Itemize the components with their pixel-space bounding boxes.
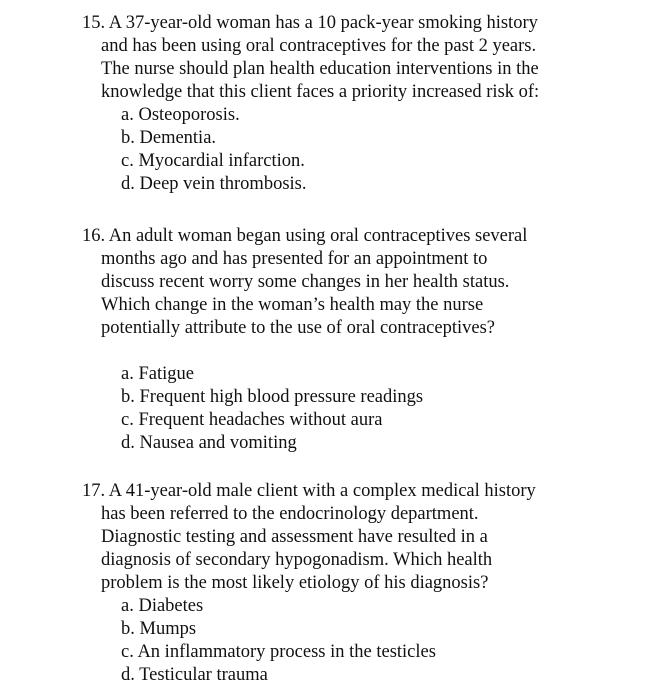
question-16-line-5: potentially attribute to the use of oral contraceptives? [101,318,496,338]
question-15-option-c: c. Myocardial infarction. [121,151,305,171]
question-16-line-1: 16. An adult woman began using oral contraceptives several [82,226,528,246]
question-17-line-4: diagnosis of secondary hypogonadism. Which health [101,550,493,570]
question-16-options [82,363,622,455]
question-17-option-a: a. Diabetes [121,596,204,616]
question-17-line-2: has been referred to the endocrinology department. [101,504,479,524]
question-16-option-a: a. Fatigue [121,364,194,384]
question-17-option-d: d. Testicular trauma [121,665,268,685]
question-17-line-5: problem is the most likely etiology of his diagnosis? [101,573,489,593]
question-15-line-2: and has been using oral contraceptives for the past 2 years. [101,36,537,56]
question-16-line-4: Which change in the woman’s health may the nurse [101,295,484,315]
question-15-line-3: The nurse should plan health education interventions in the [101,59,539,79]
question-15-option-b: b. Dementia. [121,128,217,148]
question-16-option-c: c. Frequent headaches without aura [121,410,383,430]
question-17-option-c: c. An inflammatory process in the testicles [121,642,436,662]
question-17-option-b: b. Mumps [121,619,197,639]
question-17-options [82,595,622,687]
question-16-line-3: discuss recent worry some changes in her health status. [101,272,510,292]
question-15-options [82,104,622,196]
question-17 [82,480,622,687]
question-16-option-d: d. Nausea and vomiting [121,433,297,453]
question-16-line-2: months ago and has presented for an appointment to [101,249,488,269]
question-15-line-1: 15. A 37-year-old woman has a 10 pack-year smoking history [82,13,538,33]
question-16-option-b: b. Frequent high blood pressure readings [121,387,424,407]
question-15-option-d: d. Deep vein thrombosis. [121,174,307,194]
question-17-line-3: Diagnostic testing and assessment have resulted in a [101,527,488,547]
question-15-option-a: a. Osteoporosis. [121,105,240,125]
question-16 [82,225,622,455]
question-15 [82,12,622,196]
question-17-line-1: 17. A 41-year-old male client with a complex medical history [82,481,536,501]
question-15-line-4: knowledge that this client faces a priority increased risk of: [101,82,540,102]
